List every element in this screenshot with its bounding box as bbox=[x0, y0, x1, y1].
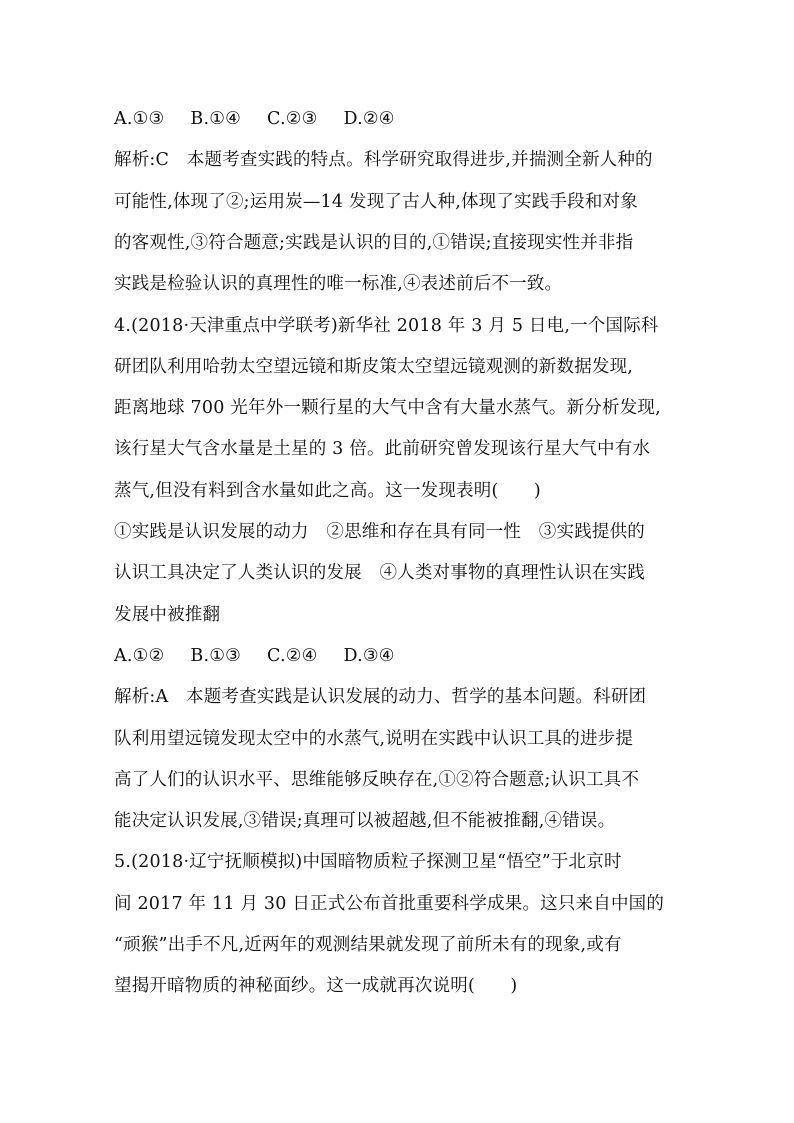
text-line: 5.(2018·辽宁抚顺模拟)中国暗物质粒子探测卫星“悟空”于北京时 bbox=[114, 852, 622, 873]
answer-option: D.③④ bbox=[343, 645, 395, 666]
text-line: 能决定认识发展,③错误;真理可以被超越,但不能被推翻,④错误。 bbox=[114, 811, 616, 832]
text-line: 可能性,体现了②;运用炭—14 发现了古人种,体现了实践手段和对象 bbox=[114, 191, 638, 212]
answer-options bbox=[114, 102, 684, 136]
answer-option: A.①③ bbox=[114, 109, 165, 129]
text-line: 距离地球 700 光年外一颗行星的大气中含有大量水蒸气。新分析发现, bbox=[114, 398, 661, 419]
answer-option: B.①③ bbox=[190, 645, 241, 666]
text-line: 望揭开暗物质的神秘面纱。这一成就再次说明( ) bbox=[114, 976, 518, 997]
answer-option: B.①④ bbox=[190, 109, 241, 129]
text-line: 高了人们的认识水平、思维能够反映存在,①②符合题意;认识工具不 bbox=[114, 769, 640, 790]
text-line: 解析:A 本题考查实践是认识发展的动力、哲学的基本问题。科研团 bbox=[114, 687, 647, 708]
answer-option: A.①② bbox=[114, 645, 165, 666]
answer-option: C.②④ bbox=[267, 645, 318, 666]
text-line: 的客观性,③符合题意;实践是认识的目的,①错误;直接现实性并非指 bbox=[114, 232, 634, 253]
answer-option: C.②③ bbox=[267, 109, 318, 129]
text-line: 4.(2018·天津重点中学联考)新华社 2018 年 3 月 5 日电,一个国际科 bbox=[114, 315, 659, 336]
answer-options bbox=[114, 639, 684, 673]
text-line: 实践是检验认识的真理性的唯一标准,④表述前后不一致。 bbox=[114, 274, 563, 295]
text-line: 该行星大气含水量是土星的 3 倍。此前研究曾发现该行星大气中有水 bbox=[114, 439, 651, 460]
text-line: 间 2017 年 11 月 30 日正式公布首批重要科学成果。这只来自中国的 bbox=[114, 893, 665, 914]
answer-option: D.②④ bbox=[343, 109, 395, 129]
text-line: 发展中被推翻 bbox=[114, 604, 221, 625]
text-line: 队利用望远镜发现太空中的水蒸气,说明在实践中认识工具的进步提 bbox=[114, 728, 634, 749]
text-line: 蒸气,但没有料到含水量如此之高。这一发现表明( ) bbox=[114, 480, 541, 501]
text-line: “顽猴”出手不凡,近两年的观测结果就发现了前所未有的现象,或有 bbox=[114, 935, 622, 955]
text-line: ①实践是认识发展的动力 ②思维和存在具有同一性 ③实践提供的 bbox=[114, 522, 645, 542]
text-line: 研团队利用哈勃太空望远镜和斯皮策太空望远镜观测的新数据发现, bbox=[114, 356, 634, 377]
text-line: 认识工具决定了人类认识的发展 ④人类对事物的真理性认识在实践 bbox=[114, 563, 645, 584]
text-line: 解析:C 本题考查实践的特点。科学研究取得进步,并揣测全新人种的 bbox=[114, 150, 653, 171]
